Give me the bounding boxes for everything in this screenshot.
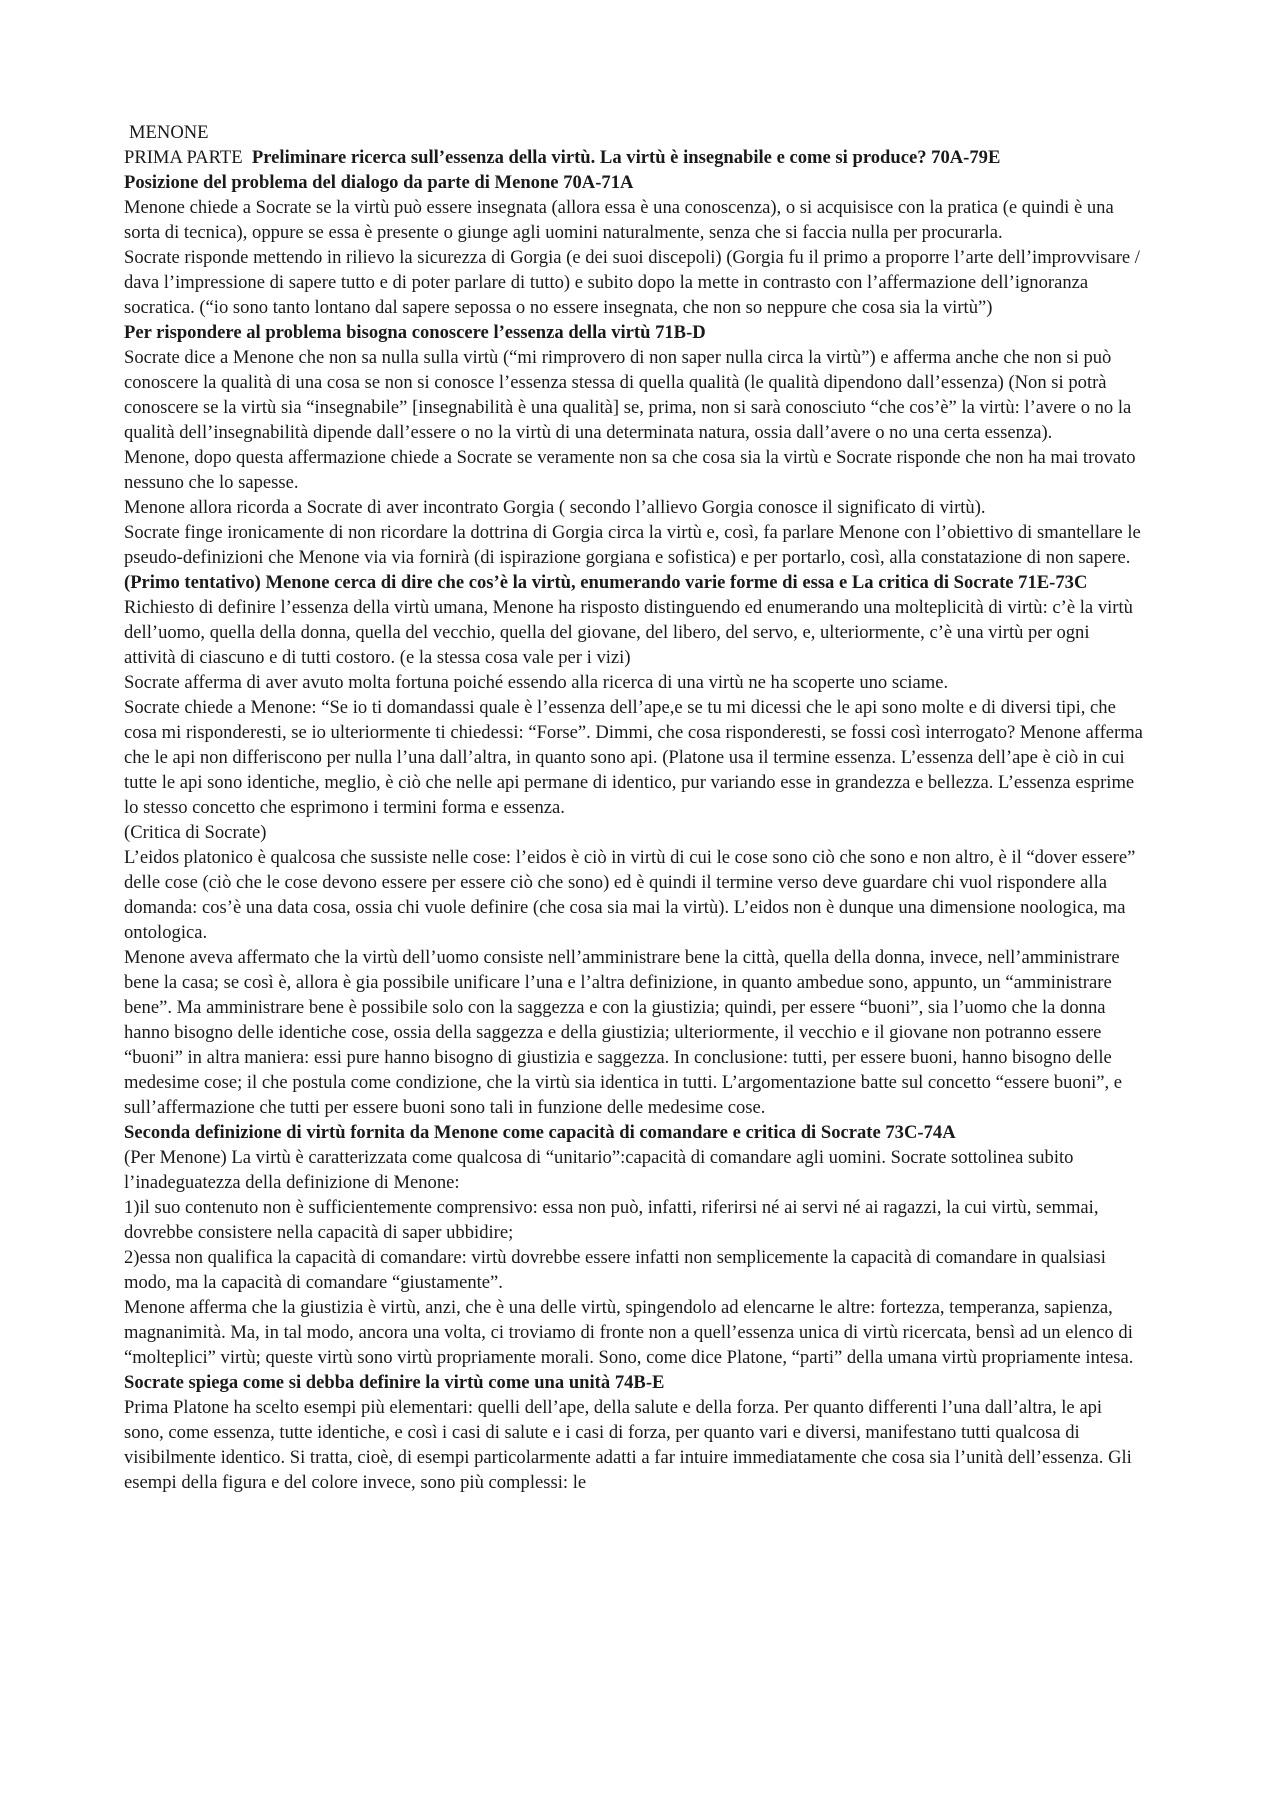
part-heading-line <box>124 145 1144 170</box>
paragraph-15: 2)essa non qualifica la capacità di comandare: virtù dovrebbe essere infatti non semplicemente la capacità di comandare in qualsiasi modo, ma la capacità di comandare “giustamente”. <box>124 1247 1106 1293</box>
paragraph-16: Menone afferma che la giustizia è virtù, anzi, che è una delle virtù, spingendolo ad elencarne le altre: fortezza, temperanza, sapienza, magnanimità. Ma, in tal modo, ancora una volta, ci troviamo di fronte non a quell’essenza unica di virtù ricercata, bensì ad un elenco di “molteplici” virtù; queste virtù sono virtù propriamente morali. Sono, come dice Platone, “parti” della umana virtù propriamente intesa. <box>124 1297 1134 1368</box>
section-heading-1: Posizione del problema del dialogo da parte di Menone 70A-71A <box>124 172 634 193</box>
paragraph-13: (Per Menone) La virtù è caratterizzata come qualcosa di “unitario”:capacità di comandare agli uomini. Socrate sottolinea subito l’inadeguatezza della definizione di Menone: <box>124 1147 1074 1193</box>
paragraph-12: Menone aveva affermato che la virtù dell’uomo consiste nell’amministrare bene la città, quella della donna, invece, nell’amministrare bene la casa; se così è, allora è gia possibile unificare l’una e l’altra definizione, in quanto ambedue sono, appunto, un “amministrare bene”. Ma amministrare bene è possibile solo con la saggezza e con la giustizia; quindi, per essere “buoni”, sia l’uomo che la donna hanno bisogno delle identiche cose, ossia della saggezza e della giustizia; ulteriormente, il vecchio e il giovane non potranno essere “buoni” in altra maniera: essi pure hanno bisogno di giustizia e saggezza. In conclusione: tutti, per essere buoni, hanno bisogno delle medesime cose; il che postula come condizione, che la virtù sia identica in tutti. L’argomentazione batte sul concetto “essere buoni”, e sull’affermazione che tutti per essere buoni sono tali in funzione delle medesime cose. <box>124 947 1123 1118</box>
part-heading: Preliminare ricerca sull’essenza della virtù. La virtù è insegnabile e come si produce? 70A-79E <box>251 147 1001 168</box>
paragraph-14: 1)il suo contenuto non è sufficientemente comprensivo: essa non può, infatti, riferirsi né ai servi né ai ragazzi, la cui virtù, semmai, dovrebbe consistere nella capacità di saper ubbidire; <box>124 1197 1099 1243</box>
section-heading-3: (Primo tentativo) Menone cerca di dire che cos’è la virtù, enumerando varie forme di essa e La critica di Socrate 71E-73C <box>124 572 1088 593</box>
paragraph-3: Socrate dice a Menone che non sa nulla sulla virtù (“mi rimprovero di non saper nulla circa la virtù”) e afferma anche che non si può conoscere la qualità di una cosa se non si conosce l’essenza stessa di quella qualità (le qualità dipendono dall’essenza) (Non si potrà conoscere se la virtù sia “insegnabile” [insegnabilità è una qualità] se, prima, non si sarà conosciuto “che cos’è” la virtù: l’avere o no la qualità dell’insegnabilità dipende dall’essere o no la virtù di una determinata natura, ossia dall’avere o no una certa essenza). <box>124 347 1132 443</box>
paragraph-17: Prima Platone ha scelto esempi più elementari: quelli dell’ape, della salute e della forza. Per quanto differenti l’una dall’altra, le api sono, come essenza, tutte identiche, e così i casi di salute e i casi di forza, per quanto vari e diversi, manifestano tutti qualcosa di visibilmente identico. Si tratta, cioè, di esempi particolarmente adatti a far intuire immediatamente che cosa sia l’unità dell’essenza. Gli esempi della figura e del colore invece, sono più complessi: le <box>124 1397 1132 1493</box>
paragraph-11: L’eidos platonico è qualcosa che sussiste nelle cose: l’eidos è ciò in virtù di cui le cose sono ciò che sono e non altro, è il “dover essere” delle cose (ciò che le cose devono essere per essere ciò che sono) ed è quindi il termine verso deve guardare chi vuol rispondere alla domanda: cos’è una data cosa, ossia chi vuole definire (che cosa sia mai la virtù). L’eidos non è dunque una dimensione noologica, ma ontologica. <box>124 847 1136 943</box>
paragraph-6: Socrate finge ironicamente di non ricordare la dottrina di Gorgia circa la virtù e, così, fa parlare Menone con l’obiettivo di smantellare le pseudo-definizioni che Menone via via fornirà (di ispirazione gorgiana e sofistica) e per portarlo, così, alla constatazione di non sapere. <box>124 522 1141 568</box>
paragraph-4: Menone, dopo questa affermazione chiede a Socrate se veramente non sa che cosa sia la virtù e Socrate risponde che non ha mai trovato nessuno che lo sapesse. <box>124 447 1136 493</box>
document-page <box>124 120 1144 1495</box>
section-heading-2: Per rispondere al problema bisogna conoscere l’essenza della virtù 71B-D <box>124 322 706 343</box>
paragraph-10: (Critica di Socrate) <box>124 822 267 843</box>
paragraph-8: Socrate afferma di aver avuto molta fortuna poiché essendo alla ricerca di una virtù ne ha scoperte uno sciame. <box>124 672 949 693</box>
paragraph-5: Menone allora ricorda a Socrate di aver incontrato Gorgia ( secondo l’allievo Gorgia conosce il significato di virtù). <box>124 497 986 518</box>
paragraph-2: Socrate risponde mettendo in rilievo la sicurezza di Gorgia (e dei suoi discepoli) (Gorgia fu il primo a proporre l’arte dell’improvvisare / dava l’impressione di sapere tutto e di poter parlare di tutto) e subito dopo la mette in contrasto con l’affermazione dell’ignoranza socratica. (“io sono tanto lontano dal sapere sepossa o no essere insegnata, che non so neppure che cosa sia la virtù”) <box>124 247 1140 318</box>
paragraph-9: Socrate chiede a Menone: “Se io ti domandassi quale è l’essenza dell’ape,e se tu mi dicessi che le api sono molte e di diversi tipi, che cosa mi risponderesti, se io ulteriormente ti chiedessi: “Forse”. Dimmi, che cosa risponderesti, se fossi così interrogato? Menone afferma che le api non differiscono per nulla l’una dall’altra, in quanto sono api. (Platone usa il termine essenza. L’essenza dell’ape è ciò in cui tutte le api sono identiche, meglio, è ciò che nelle api permane di identico, pur variando esse in grandezza e bellezza. L’essenza esprime lo stesso concetto che esprimono i termini forma e essenza. <box>124 697 1143 818</box>
part-label: PRIMA PARTE <box>124 147 243 168</box>
paragraph-7: Richiesto di definire l’essenza della virtù umana, Menone ha risposto distinguendo ed enumerando una molteplicità di virtù: c’è la virtù dell’uomo, quella della donna, quella del vecchio, quella del giovane, del libero, del servo, e, ulteriormente, c’è una virtù per ogni attività di ciascuno e di tutti costoro. (e la stessa cosa vale per i vizi) <box>124 597 1133 668</box>
paragraph-1: Menone chiede a Socrate se la virtù può essere insegnata (allora essa è una conoscenza), o si acquisisce con la pratica (e quindi è una sorta di tecnica), oppure se essa è presente o giunge agli uomini naturalmente, senza che si faccia nulla per procurarla. <box>124 197 1114 243</box>
section-heading-5: Socrate spiega come si debba definire la virtù come una unità 74B-E <box>124 1372 665 1393</box>
section-heading-4: Seconda definizione di virtù fornita da Menone come capacità di comandare e critica di Socrate 73C-74A <box>124 1122 956 1143</box>
document-title: MENONE <box>129 122 209 143</box>
